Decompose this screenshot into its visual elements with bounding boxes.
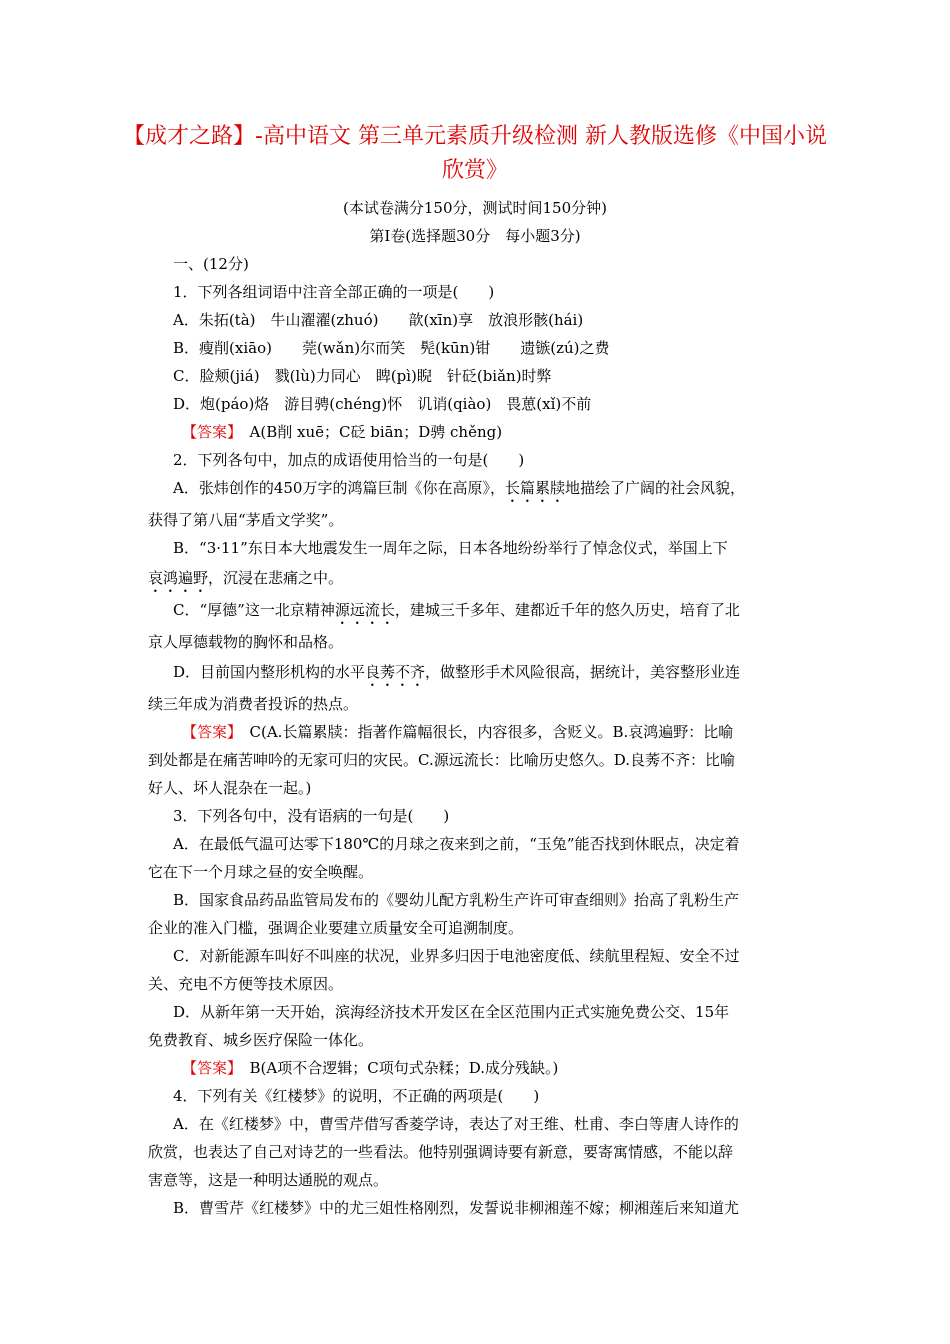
question-4-stem: 4．下列有关《红楼梦》的说明，不正确的两项是( ) xyxy=(173,1087,540,1105)
question-2-option-d-cont: 续三年成为消费者投诉的热点。 xyxy=(148,695,359,713)
answer-label: 【答案】 xyxy=(182,1059,235,1077)
exam-info: (本试卷满分150分，测试时间150分钟) xyxy=(343,199,607,217)
question-2-stem: 2．下列各句中，加点的成语使用恰当的一句是( ) xyxy=(173,451,525,469)
answer-label: 【答案】 xyxy=(182,723,235,741)
question-2-answer-cont: 好人、坏人混杂在一起。) xyxy=(148,779,312,797)
part-heading: 一、(12分) xyxy=(173,255,249,273)
question-1-option-d: D．炮(páo)烙 游目骋(chéng)怀 讥诮(qiào) 畏葸(xǐ)不前 xyxy=(173,395,592,413)
question-2-option-a-cont: 获得了第八届“茅盾文学奖”。 xyxy=(148,511,344,529)
question-3-option-a-cont: 它在下一个月球之昼的安全唤醒。 xyxy=(148,863,374,881)
answer-text: B(A项不合逻辑；C项句式杂糅；D.成分残缺。) xyxy=(234,1059,559,1077)
question-4-option-a-cont: 欣赏，也表达了自己对诗艺的一些看法。他特别强调诗要有新意，要寄寓情感，不能以辞 xyxy=(148,1143,734,1161)
question-4-option-a-cont: 害意等，这是一种明达通脱的观点。 xyxy=(148,1171,389,1189)
question-2-answer-cont: 到处都是在痛苦呻吟的无家可归的灾民。C.源远流长：比喻历史悠久。D.良莠不齐：比喻 xyxy=(148,751,735,769)
question-4-option-b: B．曹雪芹《红楼梦》中的尤三姐性格刚烈，发誓说非柳湘莲不嫁；柳湘莲后来知道尤 xyxy=(173,1199,740,1217)
option-text: C．“厚德”这一北京精神 xyxy=(173,601,335,619)
question-2-option-b: B．“3·11”东日本大地震发生一周年之际，日本各地纷纷举行了悼念仪式，举国上下 xyxy=(173,539,728,557)
answer-text: C(A.长篇累牍：指著作篇幅很长，内容很多，含贬义。B.哀鸿遍野：比喻 xyxy=(234,723,734,741)
dotted-idiom: 源远流长 xyxy=(334,601,395,619)
question-4-option-a: A．在《红楼梦》中，曹雪芹借写香菱学诗，表达了对王维、杜甫、李白等唐人诗作的 xyxy=(173,1115,739,1133)
question-2-option-c xyxy=(173,600,853,628)
answer-text: A(B削 xuē；C砭 biān；D骋 chěng) xyxy=(234,423,503,441)
question-2-option-a xyxy=(173,478,853,506)
question-1-stem: 1．下列各组词语中注音全部正确的一项是( ) xyxy=(173,283,495,301)
dotted-idiom: 良莠不齐 xyxy=(365,663,426,681)
page-title: 【成才之路】-高中语文 第三单元素质升级检测 新人教版选修《中国小说欣赏》 xyxy=(123,124,827,183)
option-text: A．张炜创作的450万字的鸿篇巨制《你在高原》， xyxy=(173,479,505,497)
option-text: 地描绘了广阔的社会风貌， xyxy=(564,479,745,497)
question-1-option-c: C．脸颊(jiá) 戮(lù)力同心 睥(pì)睨 针砭(biǎn)时弊 xyxy=(173,367,552,385)
question-3-option-b-cont: 企业的准入门槛，强调企业要建立质量安全可追溯制度。 xyxy=(148,919,524,937)
section-heading: 第Ⅰ卷(选择题30分 每小题3分) xyxy=(369,227,581,245)
answer-label: 【答案】 xyxy=(182,423,235,441)
option-text: D．目前国内整形机构的水平 xyxy=(173,663,366,681)
question-3-stem: 3．下列各句中，没有语病的一句是( ) xyxy=(173,807,450,825)
question-2-option-b-cont xyxy=(148,568,828,596)
question-1-option-a: A．朱拓(tà) 牛山濯濯(zhuó) 歆(xīn)享 放浪形骸(hái) xyxy=(173,311,584,329)
dotted-idiom: 长篇累牍 xyxy=(504,479,565,497)
question-3-option-b: B．国家食品药品监管局发布的《婴幼儿配方乳粉生产许可审查细则》抬高了乳粉生产 xyxy=(173,891,740,909)
question-2-option-c-cont: 京人厚德载物的胸怀和品格。 xyxy=(148,633,344,651)
question-3-option-a: A．在最低气温可达零下180℃的月球之夜来到之前，“玉兔”能否找到休眠点，决定着 xyxy=(173,835,740,853)
question-3-option-d: D．从新年第一天开始，滨海经济技术开发区在全区范围内正式实施免费公交、15年 xyxy=(173,1003,730,1021)
question-1-answer xyxy=(182,422,862,442)
question-3-option-d-cont: 免费教育、城乡医疗保险一体化。 xyxy=(148,1031,374,1049)
question-1-option-b: B．瘦削(xiāo) 莞(wǎn)尔而笑 髡(kūn)钳 遗镞(zú)之费 xyxy=(173,339,610,357)
option-text: ，建城三千多年、建都近千年的悠久历史，培育了北 xyxy=(394,601,740,619)
dotted-idiom: 哀鸿遍野 xyxy=(148,569,209,587)
option-text: ，沉浸在悲痛之中。 xyxy=(208,569,344,587)
question-3-answer xyxy=(182,1058,862,1078)
question-2-option-d xyxy=(173,662,853,690)
option-text: ，做整形手术风险很高，据统计，美容整形业连 xyxy=(425,663,741,681)
question-3-option-c-cont: 关、充电不方便等技术原因。 xyxy=(148,975,344,993)
question-2-answer xyxy=(182,722,862,742)
question-3-option-c: C．对新能源车叫好不叫座的状况，业界多归因于电池密度低、续航里程短、安全不过 xyxy=(173,947,740,965)
